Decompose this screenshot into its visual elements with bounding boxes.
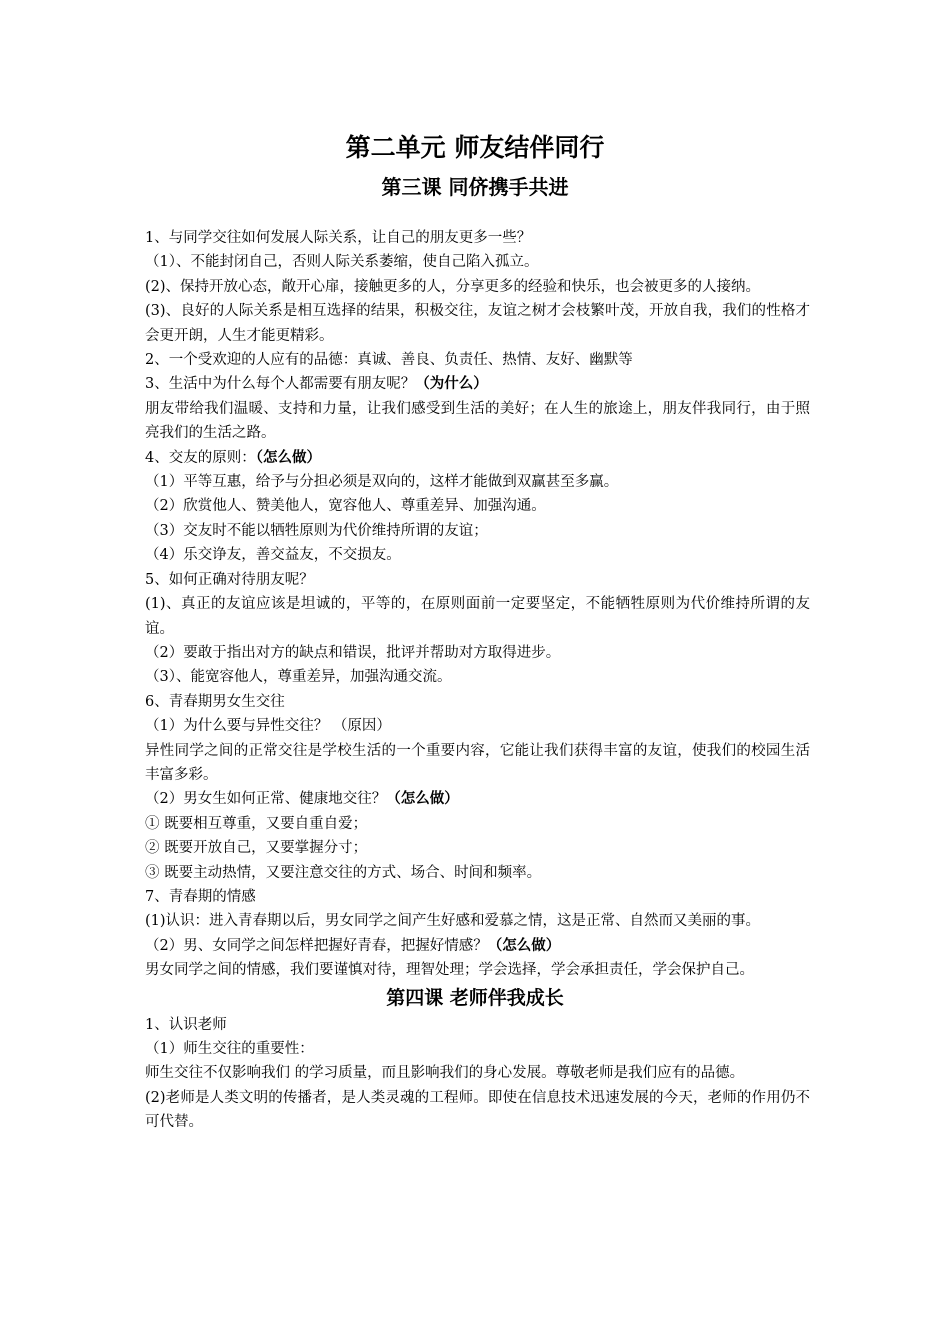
paragraph [145,519,810,543]
paragraph-text: 6、青春期男女生交往 [145,693,285,710]
paragraph [145,812,810,836]
paragraph [145,665,810,689]
paragraph-text: （2）要敢于指出对方的缺点和错误，批评并帮助对方取得进步。 [145,644,561,661]
paragraph [145,909,810,933]
lesson4-body [145,1013,810,1135]
paragraph-text: ① 既要相互尊重，又要自重自爱； [145,815,368,832]
paragraph [145,372,810,396]
paragraph-text: 7、青春期的情感 [145,888,256,905]
paragraph [145,861,810,885]
emphasis-label: （怎么做） [255,448,321,466]
document-body [145,226,810,1135]
paragraph [145,836,810,860]
paragraph-text: 2、一个受欢迎的人应有的品德：真诚、善良、负责任、热情、友好、幽默等 [145,352,633,369]
paragraph-text: （2）男、女同学之间怎样把握好青春，把握好情感？ [145,937,488,954]
paragraph [145,690,810,714]
paragraph [145,787,810,811]
paragraph [145,1013,810,1037]
paragraph [145,470,810,494]
emphasis-label: （怎么做） [487,936,561,954]
paragraph-text: 师生交往不仅影响我们 的学习质量，而且影响我们的身心发展。尊敬老师是我们应有的品德。 [145,1065,745,1082]
paragraph [145,641,810,665]
paragraph [145,446,810,470]
paragraph [145,568,810,592]
paragraph-text: 3、生活中为什么每个人都需要有朋友呢？ [145,376,416,393]
paragraph-text: 异性同学之间的正常交往是学校生活的一个重要内容，它能让我们获得丰富的友谊，使我们的校园生活丰富多彩。 [145,742,810,783]
lesson3-body [145,226,810,983]
paragraph [145,494,810,518]
unit-title: 第二单元 师友结伴同行 [345,133,605,162]
paragraph-text: (3)、良好的人际关系是相互选择的结果，积极交往，友谊之树才会枝繁叶茂，开放自我，我们的性格才会更开朗，人生才能更精彩。 [145,303,810,344]
paragraph-text: （2）男女生如何正常、健康地交往？ [145,791,387,808]
paragraph-text: （2）欣赏他人、赞美他人，宽容他人、尊重差异、加强沟通。 [145,498,546,515]
paragraph-text: ② 既要开放自己，又要掌握分寸； [145,840,368,857]
paragraph [145,885,810,909]
paragraph [145,714,810,738]
paragraph [145,1037,810,1061]
emphasis-label: （为什么） [415,375,488,393]
paragraph [145,275,810,299]
paragraph-text: （4）乐交诤友，善交益友，不交损友。 [145,547,401,564]
paragraph-text: ③ 既要主动热情，又要注意交往的方式、场合、时间和频率。 [145,864,542,881]
paragraph-text: （3）、能宽容他人，尊重差异，加强沟通交流。 [145,669,452,686]
paragraph [145,226,810,250]
paragraph-text: 男女同学之间的情感，我们要谨慎对待，理智处理；学会选择，学会承担责任，学会保护自己。 [145,962,754,979]
paragraph [145,958,810,982]
paragraph [145,348,810,372]
paragraph-text: （1）平等互惠，给予与分担必须是双向的，这样才能做到双赢甚至多赢。 [145,474,619,491]
paragraph-text: (2)老师是人类文明的传播者，是人类灵魂的工程师。即使在信息技术迅速发展的今天，老师的作用仍不可代替。 [145,1089,810,1131]
paragraph [145,299,810,348]
paragraph-text: （1）为什么要与异性交往？ （原因） [145,718,391,735]
paragraph-text: 4、交友的原则： [145,449,256,466]
paragraph [145,543,810,567]
paragraph-text: 1、与同学交往如何发展人际关系，让自己的朋友更多一些？ [145,230,532,246]
paragraph-text: (2)、保持开放心态，敞开心扉，接触更多的人，分享更多的经验和快乐，也会被更多的人接纳。 [145,278,761,295]
paragraph [145,739,810,788]
paragraph-text: 朋友带给我们温暖、支持和力量，让我们感受到生活的美好；在人生的旅途上，朋友伴我同行，由于照亮我们的生活之路。 [145,400,810,442]
paragraph-text: (1)认识：进入青春期以后，男女同学之间产生好感和爱慕之情，这是正常、自然而又美丽的事。 [145,913,761,930]
paragraph-text: （3）交友时不能以牺牲原则为代价维持所谓的友谊； [145,522,488,539]
paragraph [145,1061,810,1085]
paragraph-text: (1)、真正的友谊应该是坦诚的，平等的，在原则面前一定要坚定，不能牺牲原则为代价维持所谓的友谊。 [145,596,810,637]
emphasis-label: （怎么做） [386,790,459,808]
paragraph-text: 5、如何正确对待朋友呢？ [145,571,314,588]
paragraph [145,397,810,446]
paragraph [145,1086,810,1135]
lesson4-title: 第四课 老师伴我成长 [386,986,564,1009]
paragraph [145,592,810,641]
lesson3-title: 第三课 同侪携手共进 [381,175,569,199]
paragraph-text: 1、认识老师 [145,1016,227,1033]
paragraph [145,934,810,958]
paragraph-text: （1）师生交往的重要性： [145,1041,314,1057]
paragraph-text: （1）、不能封闭自己，否则人际关系萎缩，使自己陷入孤立。 [145,254,539,271]
paragraph [145,250,810,274]
